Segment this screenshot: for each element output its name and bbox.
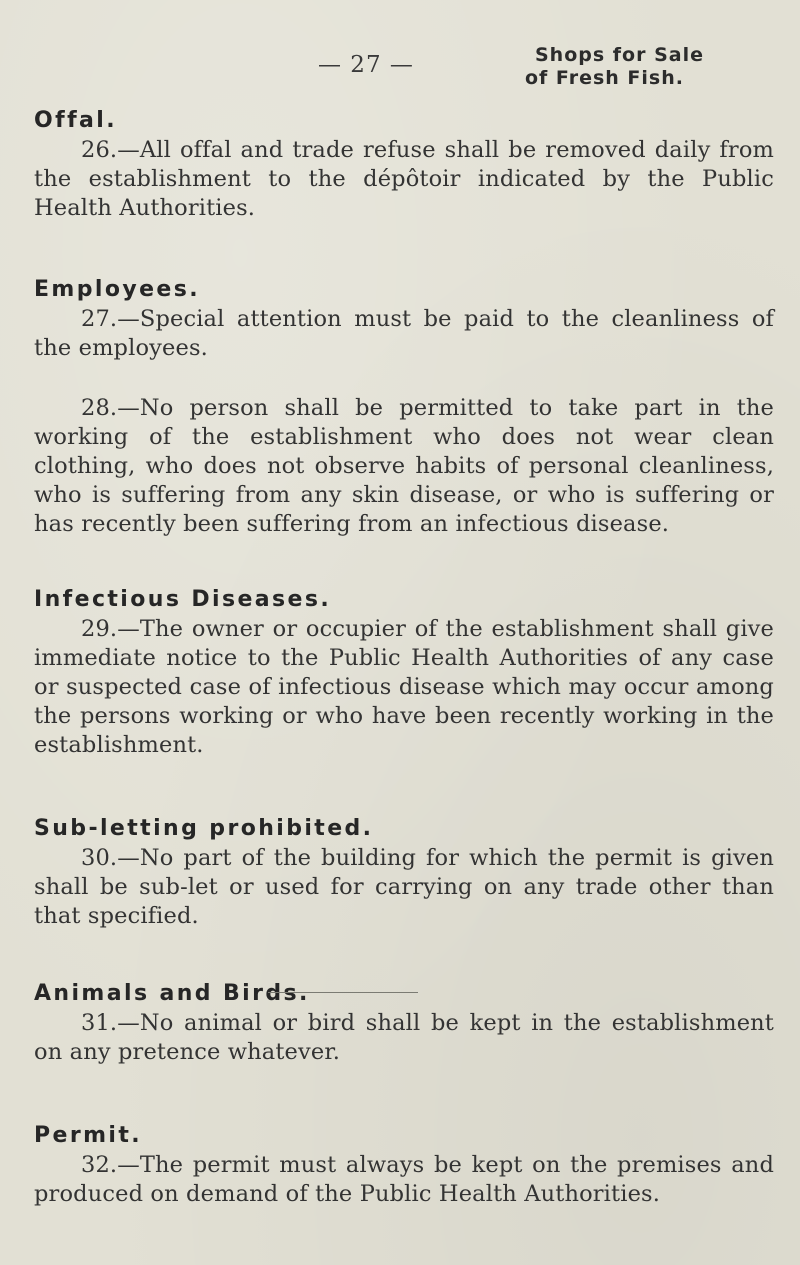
paragraph-26: 26.—All offal and trade refuse shall be removed daily from the establishment to the dépôtoir indicated by the Public Health Authorities. <box>34 137 774 221</box>
paragraph-30: 30.—No part of the building for which the permit is given shall be sub-let or used for carrying on any trade other than that specified. <box>34 845 774 929</box>
paragraph-28: 28.—No person shall be permitted to take part in the working of the establishment who does not wear clean clothing, who does not observe habits of personal cleanliness, who is suffering from any skin disease, or who is suffering or has recently been suffering from an infectious disease. <box>34 395 774 537</box>
section-offal <box>34 106 774 223</box>
paragraph-31: 31.—No animal or bird shall be kept in the establishment on any pretence whatever. <box>34 1010 774 1065</box>
section-heading: Sub-letting prohibited. <box>34 816 374 841</box>
paragraph-29: 29.—The owner or occupier of the establishment shall give immediate notice to the Public Health Authorities of any case or suspected case of infectious disease which may occur among the persons working or who have been recently working in the establishment. <box>34 616 774 758</box>
section-heading: Infectious Diseases. <box>34 587 332 612</box>
running-head <box>525 44 704 90</box>
section-employees <box>34 275 774 539</box>
page-number: — 27 — <box>318 52 414 78</box>
section-heading: Employees. <box>34 277 200 302</box>
section-infectious-diseases <box>34 585 774 760</box>
section-heading: Offal. <box>34 108 117 133</box>
closing-rule <box>268 992 418 993</box>
paragraph-27: 27.—Special attention must be paid to the cleanliness of the employees. <box>34 306 774 361</box>
running-head-line-2: of Fresh Fish. <box>525 67 684 89</box>
running-head-line-1: Shops for Sale <box>535 44 704 66</box>
paragraph-32: 32.—The permit must always be kept on the premises and produced on demand of the Public Health Authorities. <box>34 1152 774 1207</box>
document-body <box>34 106 774 1209</box>
section-heading: Permit. <box>34 1123 143 1148</box>
section-heading: Animals and Birds. <box>34 981 310 1006</box>
section-sub-letting <box>34 814 774 931</box>
section-permit <box>34 1121 774 1209</box>
